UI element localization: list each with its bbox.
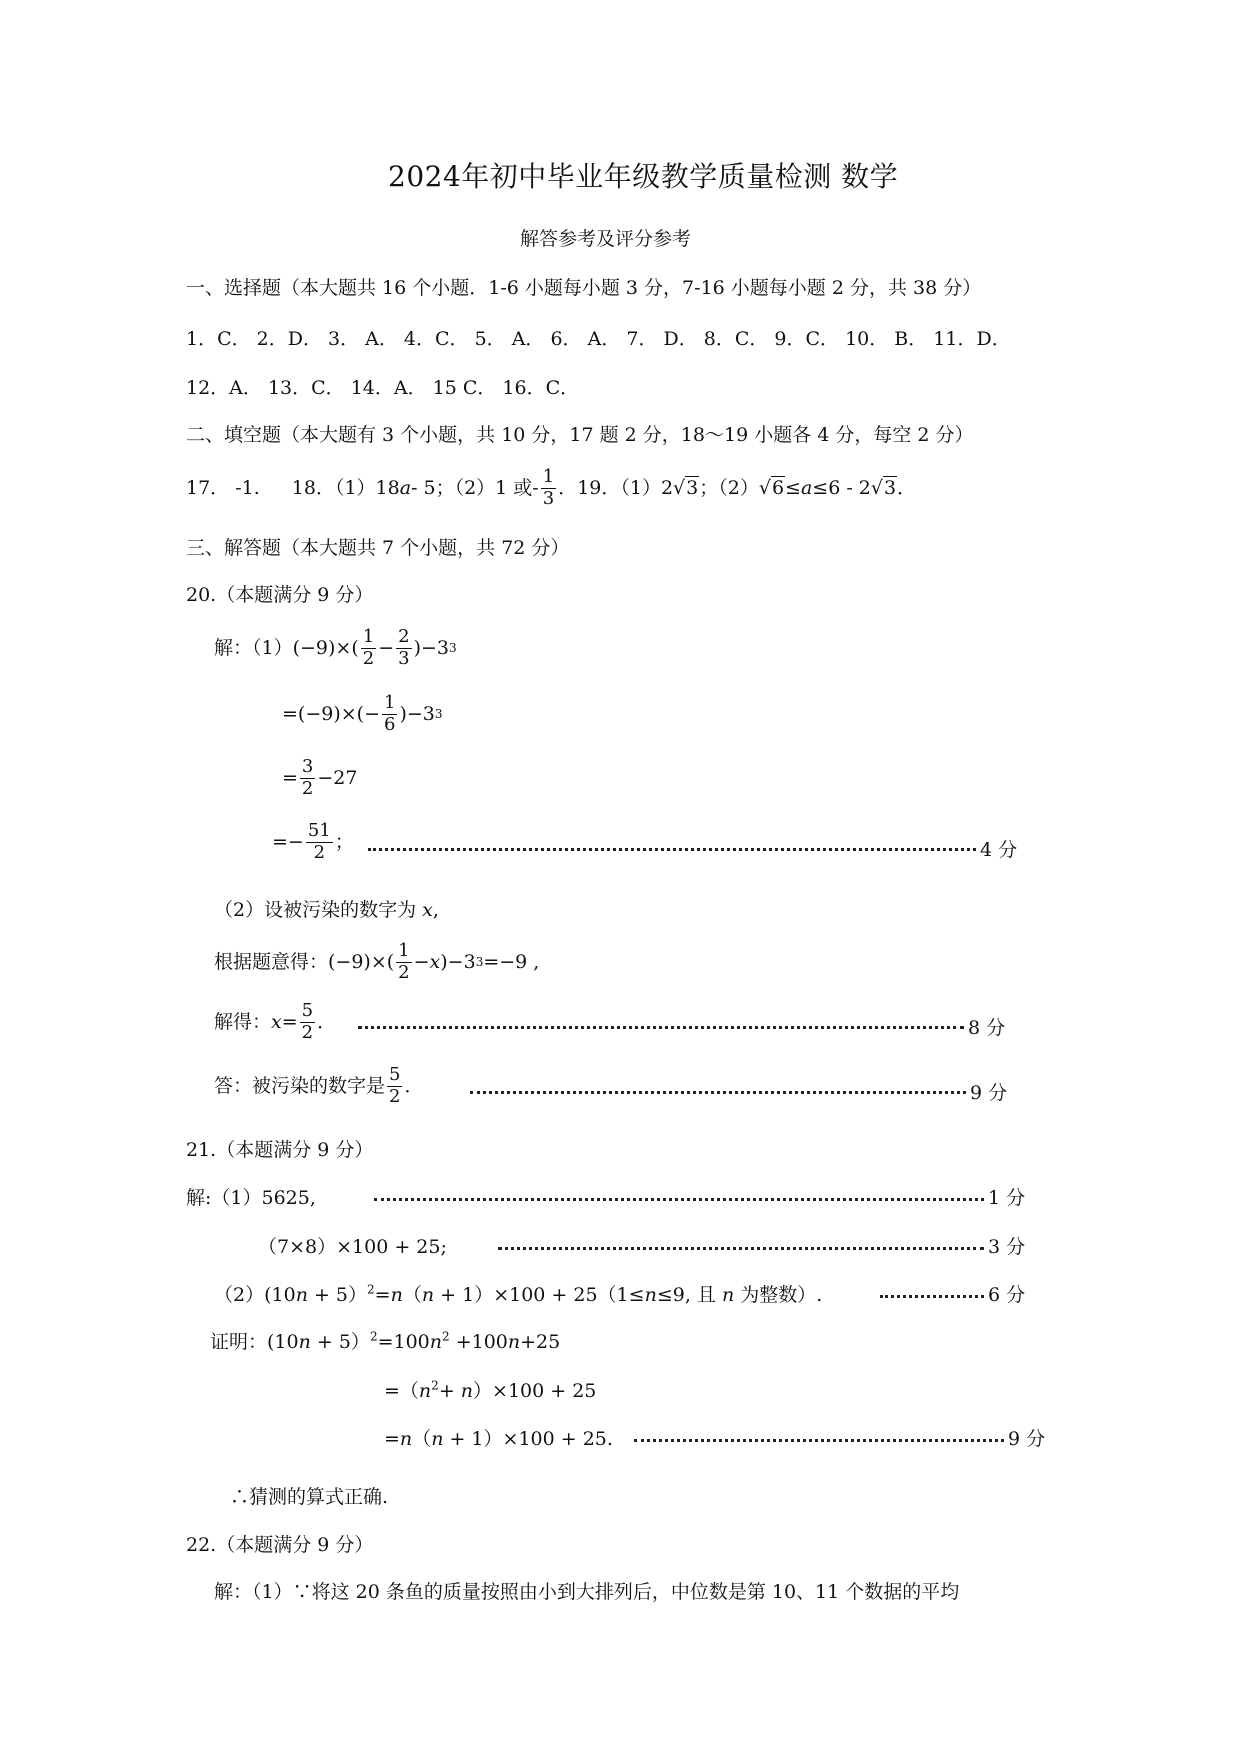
score-label: 9 分 [970, 1082, 1008, 1104]
section1-answers-line1: 1．C． 2．D． 3． A． 4．C． 5． A． 6． A． 7． D． 8．C． 9．C． 10． B． 11．D． [186, 328, 1011, 350]
q19-answer-part1: ．19．（1）2 [558, 476, 674, 499]
score-label: 8 分 [968, 1017, 1006, 1039]
q20-line1: 解：（1） (−9)×( $\frac{1}{2}$ − $\frac{2}{3}$ )−3 3 [214, 626, 457, 669]
q19-answer-end: ． [897, 476, 917, 499]
variable-a: a [399, 476, 412, 499]
sqrt-3: √3 [673, 476, 699, 499]
q19-answer-part4: ≤6 - 2 [812, 476, 871, 499]
q18-fraction: $\frac{1}{3}$ [542, 466, 555, 509]
q21-line2: （7×8）×100 + 25; [258, 1236, 447, 1258]
q20-line2: =(−9)×(− $\frac{1}{6}$ )−3 3 [282, 692, 443, 735]
q21-conclusion: ∴猜测的算式正确. [230, 1486, 389, 1508]
q21-proof-line3: =n（n + 1）×100 + 25. [384, 1428, 613, 1450]
q22-line1: 解：（1）∵将这 20 条鱼的质量按照由小到大排列后，中位数是第 10、11 个数据的平均 [214, 1581, 960, 1603]
q20-part2-solution: 解得： x = $\frac{5}{2}$ ． [214, 1000, 337, 1043]
dotted-leader [880, 1295, 984, 1298]
section2-answers [186, 468, 916, 509]
section1-heading: 一、选择题（本大题共 16 个小题．1-6 小题每小题 3 分，7-16 小题每小题 2 分，共 38 分） [186, 277, 982, 299]
q21-proof-line1: 证明：$(10n + 5)^2=100n^2 +100n+25$ [210, 1329, 561, 1353]
q18-answer-part1: 18．（1）18 [291, 476, 400, 499]
section2-heading: 二、填空题（本大题有 3 个小题，共 10 分，17 题 2 分，18～19 小题各 4 分，每空 2 分） [186, 424, 974, 446]
score-label: 4 分 [980, 839, 1018, 861]
score-label: 3 分 [988, 1236, 1026, 1258]
q20-answer: 答：被污染的数字是 $\frac{5}{2}$ ． [214, 1064, 424, 1107]
section1-answers-line2: 12．A． 13．C． 14．A． 15 C． 16．C． [186, 377, 580, 399]
sqrt-6: √6 [758, 476, 785, 499]
page-subtitle: 解答参考及评分参考 [520, 228, 692, 250]
q20-line4: =− $\frac{51}{2}$ ； [272, 820, 354, 863]
dotted-leader [374, 1198, 984, 1201]
q20-part2-equation: 根据题意得：(−9)×( $\frac{1}{2}$ − x )−3 3 =−9 , [214, 940, 540, 983]
dotted-leader [358, 1026, 964, 1029]
score-label: 9 分 [1008, 1428, 1046, 1450]
score-label: 6 分 [988, 1284, 1026, 1306]
dotted-leader [498, 1247, 984, 1250]
q20-heading: 20.（本题满分 9 分） [186, 584, 374, 606]
q18-answer-part2: - 5；（2）1 或- [411, 476, 539, 499]
dotted-leader [470, 1091, 966, 1094]
q19-answer-part3: ≤ [785, 476, 801, 499]
sqrt-3: √3 [870, 476, 897, 499]
q20-part2-setup: （2）设被污染的数字为 x, [214, 899, 439, 921]
q21-proof-line2: $=(n^2+ n)\times 100 + 25$ [384, 1378, 597, 1402]
score-label: 1 分 [988, 1187, 1026, 1209]
q19-answer-part2: ；（2） [699, 476, 759, 499]
dotted-leader [368, 848, 976, 851]
variable-a: a [800, 476, 813, 499]
q21-line1: 解:（1）5625, [186, 1187, 316, 1209]
dotted-leader [634, 1439, 1004, 1442]
section3-heading: 三、解答题（本大题共 7 个小题，共 72 分） [186, 537, 570, 559]
q22-heading: 22.（本题满分 9 分） [186, 1534, 374, 1556]
q21-line3: （2）(10n + 5）$^2$=n（n + 1）×100 + 25（1≤n≤9, 且 n 为整数）. [214, 1282, 823, 1306]
q21-heading: 21.（本题满分 9 分） [186, 1139, 374, 1161]
page-title: 2024年初中毕业年级教学质量检测 数学 [388, 160, 899, 193]
q17-answer: 17． -1. [186, 476, 260, 499]
q20-line3: = $\frac{3}{2}$ −27 [282, 756, 358, 799]
